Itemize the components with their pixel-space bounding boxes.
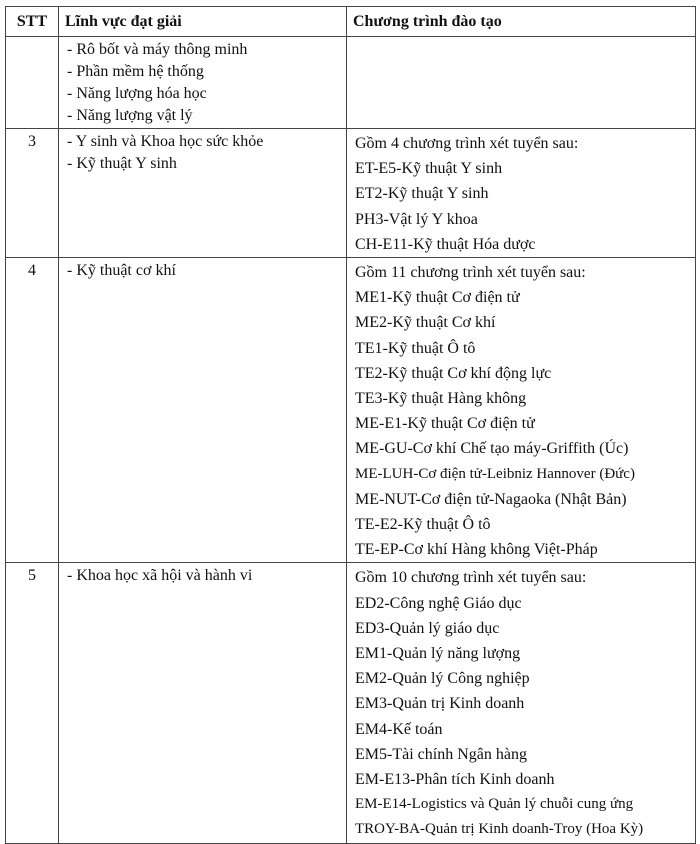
program-item: TROY-BA-Quản trị Kinh doanh-Troy (Hoa Kỳ) [355,821,644,838]
program-summary: Gồm 4 chương trình xét tuyển sau: [355,135,579,152]
program-item: EM1-Quản lý năng lượng [355,645,521,663]
row-fields [59,563,347,843]
row-programs [347,129,696,258]
field-item: - Khoa học xã hội và hành vi [67,567,253,585]
field-item: - Rô bốt và máy thông minh [67,41,248,58]
program-item: EM5-Tài chính Ngân hàng [355,745,527,763]
row-fields [59,37,347,129]
row-stt [6,129,59,258]
program-item: EM-E14-Logistics và Quản lý chuỗi cung ứng [355,796,634,813]
program-item: PH3-Vật lý Y khoa [355,210,478,228]
table-row [6,37,696,129]
row-stt-value: 4 [28,262,36,280]
field-item: - Năng lượng vật lý [67,107,193,124]
row-programs [347,258,696,563]
program-item: TE3-Kỹ thuật Hàng không [355,390,527,408]
table-row [6,563,696,843]
header-programs: Chương trình đào tạo [347,7,696,37]
row-stt [6,37,59,129]
program-item: ME-E1-Kỹ thuật Cơ điện tử [355,415,535,433]
program-item: ET-E5-Kỹ thuật Y sinh [355,160,503,178]
row-stt [6,563,59,843]
row-fields [59,129,347,258]
header-field: Lĩnh vực đạt giải [59,7,347,37]
program-item: ME-LUH-Cơ điện tử-Leibniz Hannover (Đức) [355,465,635,482]
program-item: ME2-Kỹ thuật Cơ khí [355,314,496,332]
table-row [6,258,696,563]
program-item: ME1-Kỹ thuật Cơ điện tử [355,289,520,307]
row-stt-value: 5 [28,567,36,585]
field-item: - Kỹ thuật cơ khí [67,262,176,280]
row-programs [347,37,696,129]
program-summary: Gồm 11 chương trình xét tuyển sau: [355,264,586,282]
program-item: EM3-Quản trị Kinh doanh [355,695,525,713]
program-item: EM4-Kế toán [355,720,443,738]
row-programs [347,563,696,843]
program-item: TE2-Kỹ thuật Cơ khí động lực [355,364,552,382]
table-header-row [6,7,696,37]
program-summary: Gồm 10 chương trình xét tuyển sau: [355,569,587,587]
field-item: - Kỹ thuật Y sinh [67,155,177,172]
field-item: - Phần mềm hệ thống [67,63,204,80]
table-row [6,129,696,258]
program-item: CH-E11-Kỹ thuật Hóa dược [355,235,536,253]
program-item: ET2-Kỹ thuật Y sinh [355,185,489,203]
program-item: ME-NUT-Cơ điện tử-Nagaoka (Nhật Bản) [355,490,627,508]
program-item: TE1-Kỹ thuật Ô tô [355,339,476,357]
row-stt-value: 3 [28,133,36,150]
program-item: EM2-Quản lý Công nghiệp [355,670,530,688]
row-fields [59,258,347,563]
program-item: ED3-Quản lý giáo dục [355,619,500,637]
admission-table [5,6,696,844]
header-stt: STT [6,7,59,37]
row-stt [6,258,59,563]
program-item: TE-E2-Kỹ thuật Ô tô [355,516,491,534]
program-item: TE-EP-Cơ khí Hàng không Việt-Pháp [355,541,598,559]
field-item: - Y sinh và Khoa học sức khỏe [67,133,264,150]
program-item: ED2-Công nghệ Giáo dục [355,594,522,612]
program-item: ME-GU-Cơ khí Chế tạo máy-Griffith (Úc) [355,440,629,458]
field-item: - Năng lượng hóa học [67,85,207,102]
program-item: EM-E13-Phân tích Kinh doanh [355,771,555,789]
